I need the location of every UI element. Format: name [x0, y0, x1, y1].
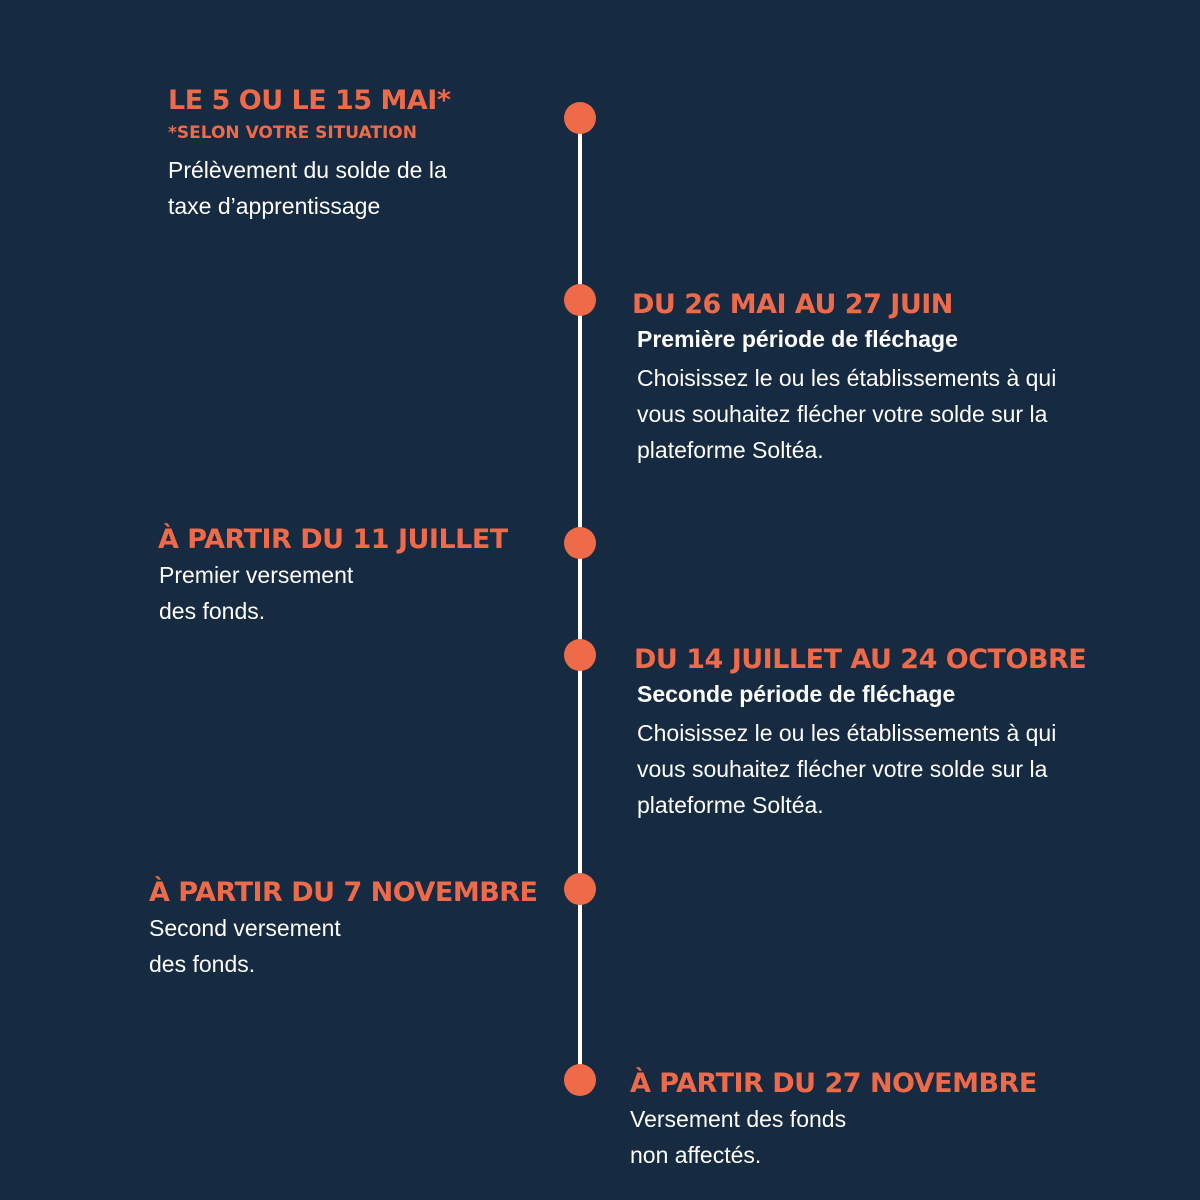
event-text-line: Prélèvement du solde de la [168, 157, 447, 183]
event-text-line: non affectés. [630, 1142, 762, 1168]
timeline-dot-6 [564, 1064, 596, 1096]
event-heading: À PARTIR DU 11 JUILLET [158, 524, 508, 555]
event-text-line: taxe d’apprentissage [168, 193, 381, 219]
event-2 [632, 288, 1056, 468]
event-text-line: plateforme Soltéa. [637, 437, 824, 463]
event-text-line: des fonds. [149, 951, 256, 977]
timeline-dot-5 [564, 873, 596, 905]
event-text-line: Choisissez le ou les établissements à qui [637, 365, 1057, 391]
event-heading: À PARTIR DU 7 NOVEMBRE [149, 877, 538, 908]
event-text-line: Versement des fonds [630, 1106, 847, 1132]
event-heading: LE 5 OU LE 15 MAI* [168, 85, 451, 116]
event-text-line: vous souhaitez flécher votre solde sur la [637, 756, 1048, 782]
timeline-dot-4 [564, 639, 596, 671]
timeline-dot-3 [564, 527, 596, 559]
event-text-line: des fonds. [159, 598, 266, 624]
timeline-dot-1 [564, 102, 596, 134]
timeline-line [578, 118, 582, 1080]
event-4 [634, 643, 1086, 823]
event-6 [630, 1067, 1037, 1173]
event-text-line: Second versement [149, 915, 341, 941]
event-note: *SELON VOTRE SITUATION [168, 123, 417, 143]
event-subtitle: Seconde période de fléchage [637, 681, 956, 707]
event-heading: DU 14 JUILLET AU 24 OCTOBRE [634, 644, 1087, 675]
event-text-line: plateforme Soltéa. [637, 792, 824, 818]
event-text-line: Premier versement [159, 562, 354, 588]
event-heading: DU 26 MAI AU 27 JUIN [632, 289, 953, 320]
event-5 [149, 876, 538, 982]
event-text-line: vous souhaitez flécher votre solde sur la [637, 401, 1048, 427]
event-text-line: Choisissez le ou les établissements à qui [637, 720, 1057, 746]
timeline-dot-2 [564, 284, 596, 316]
event-heading: À PARTIR DU 27 NOVEMBRE [630, 1068, 1037, 1099]
event-3 [158, 523, 508, 629]
event-subtitle: Première période de fléchage [637, 326, 958, 352]
event-1 [168, 84, 450, 224]
